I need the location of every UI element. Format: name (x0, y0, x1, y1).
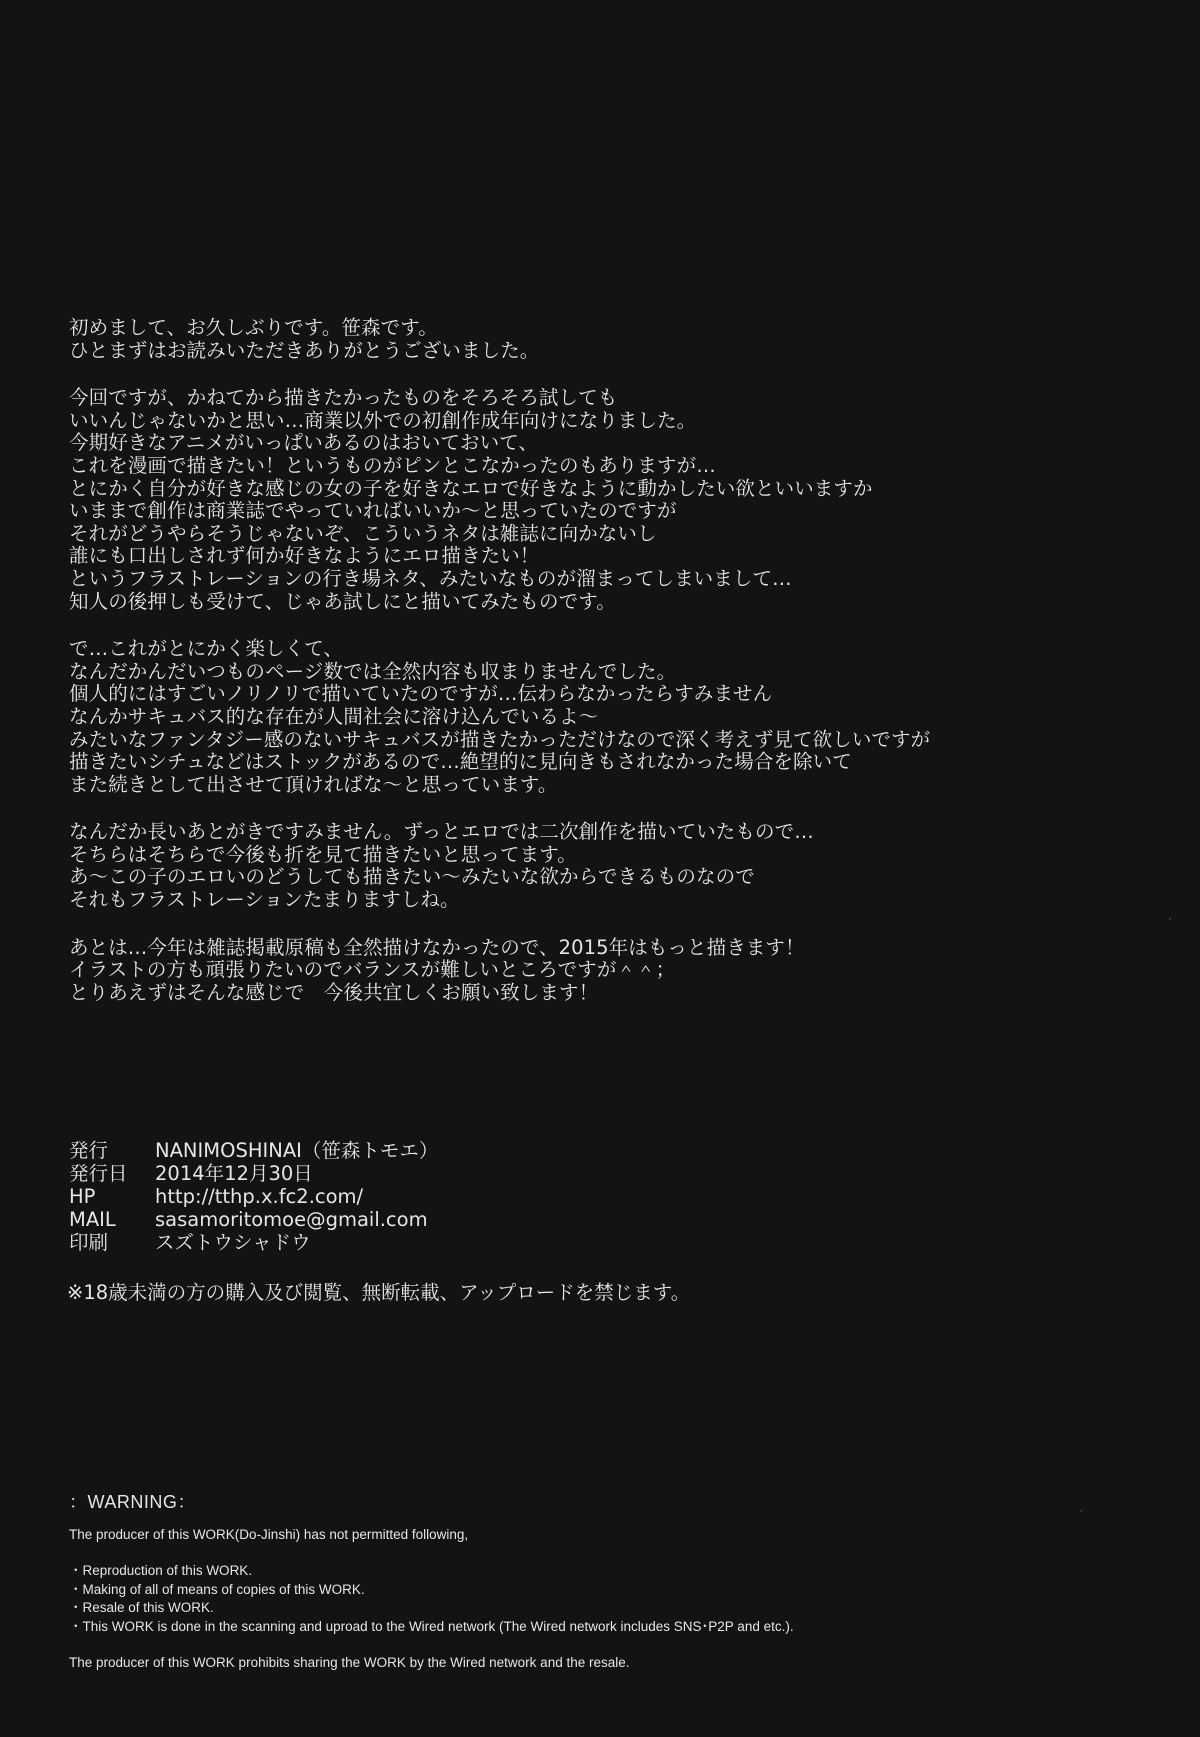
text-line: とりあえずはそんな感じで 今後共宜しくお願い致します！ (69, 980, 599, 1004)
colophon-value: http://tthp.x.fc2.com/ (155, 1185, 364, 1208)
colophon-row-print (69, 1231, 769, 1254)
text-line: 今期好きなアニメがいっぱいあるのはおいておいて、 (69, 431, 539, 455)
colophon-label: MAIL (69, 1208, 116, 1231)
colophon-label: HP (69, 1185, 96, 1208)
colophon-row-date (69, 1162, 769, 1185)
warning-list-item: ・Resale of this WORK. (69, 1600, 214, 1615)
text-line: なんかサキュバス的な存在が人間社会に溶け込んでいるよ〜 (69, 704, 599, 728)
colophon-row-publisher (69, 1139, 769, 1162)
warning-list-item: ・This WORK is done in the scanning and uproad to the Wired network (The Wired network includes SNS･P2P and etc.). (69, 1618, 794, 1634)
text-line: なんだか長いあとがきですみません。ずっとエロでは二次創作を描いていたもので… (69, 820, 814, 844)
warning-intro: The producer of this WORK(Do-Jinshi) has not permitted following, (69, 1527, 469, 1542)
colophon-value: スズトウシャドウ (155, 1231, 311, 1254)
afterword-paragraph-3 (69, 638, 1129, 796)
text-line: 知人の後押しも受けて、じゃあ試しにと描いてみたものです。 (69, 589, 616, 613)
scan-speck (1169, 918, 1171, 920)
text-line: そちらはそちらで今後も折を見て描きたいと思ってます。 (69, 842, 577, 866)
text-line: いいんじゃないかと思い…商業以外での初創作成年向けになりました。 (69, 408, 697, 432)
colophon-label: 発行 (69, 1139, 109, 1162)
text-line: 描きたいシチュなどはストックがあるので…絶望的に見向きもされなかった場合を除いて (69, 750, 852, 774)
colophon-label: 発行日 (69, 1162, 128, 1185)
warning-list-item: ・Reproduction of this WORK. (69, 1563, 253, 1578)
text-line: ひとまずはお読みいただきありがとうございました。 (69, 338, 540, 362)
text-line: とにかく自分が好きな感じの女の子を好きなエロで好きなように動かしたい欲といいますか (69, 476, 873, 500)
text-line: それがどうやらそうじゃないぞ、こういうネタは雑誌に向かないし (69, 521, 657, 545)
afterword-paragraph-5 (69, 937, 1129, 1005)
colophon-value: 2014年12月30日 (155, 1162, 313, 1185)
text-line: 今回ですが、かねてから描きたかったものをそろそろ試しても (69, 386, 618, 410)
age-restriction-notice: ※18歳未満の方の購入及び閲覧、無断転載、アップロードを禁じます。 (67, 1281, 691, 1304)
colophon-value: sasamoritomoe@gmail.com (155, 1208, 428, 1231)
warning-section (69, 1491, 1129, 1671)
afterword-paragraph-2 (69, 387, 1129, 613)
afterword-paragraph-1 (69, 317, 1129, 362)
text-line: で…これがとにかく楽しくて、 (69, 637, 344, 661)
text-line: それもフラストレーションたまりますしね。 (69, 888, 460, 912)
text-line: 個人的にはすごいノリノリで描いていたのですが…伝わらなかったらすみません (69, 682, 773, 706)
scan-speck (1080, 1510, 1082, 1512)
afterword-paragraph-4 (69, 821, 1129, 911)
text-line: イラストの方も頑張りたいのでバランスが難しいところですが＾＾； (69, 958, 676, 982)
text-line: みたいなファンタジー感のないサキュバスが描きたかっただけなので深く考えず見て欲しいですが (69, 727, 931, 751)
warning-outro: The producer of this WORK prohibits sharing the WORK by the Wired network and the resale. (69, 1655, 630, 1670)
text-line: また続きとして出させて頂ければな〜と思っています。 (69, 772, 558, 796)
text-line: いままで創作は商業誌でやっていればいいか〜と思っていたのですが (69, 499, 677, 523)
text-line: なんだかんだいつものページ数では全然内容も収まりませんでした。 (69, 659, 677, 683)
colophon-value: NANIMOSHINAI（笹森トモエ） (155, 1139, 439, 1162)
warning-list (69, 1562, 1129, 1636)
colophon-label: 印刷 (69, 1231, 109, 1254)
colophon (69, 1139, 769, 1254)
text-line: 初めまして、お久しぶりです。笹森です。 (69, 316, 438, 339)
colophon-row-hp (69, 1185, 769, 1208)
text-line: というフラストレーションの行き場ネタ、みたいなものが溜まってしまいまして… (69, 566, 792, 590)
colophon-row-mail (69, 1208, 769, 1231)
text-line: これを漫画で描きたい！というものがピンとこなかったのもありますが… (69, 453, 716, 477)
warning-list-item: ・Making of all of means of copies of this WORK. (69, 1581, 365, 1597)
text-line: あ〜この子のエロいのどうしても描きたい〜みたいな欲からできるものなので (69, 865, 755, 889)
text-line: あとは…今年は雑誌掲載原稿も全然描けなかったので、2015年はもっと描きます！ (69, 935, 805, 959)
afterword (69, 317, 1129, 1029)
text-line: 誰にも口出しされず何か好きなようにエロ描きたい！ (69, 544, 540, 568)
warning-title: ：WARNING： (69, 1492, 196, 1512)
